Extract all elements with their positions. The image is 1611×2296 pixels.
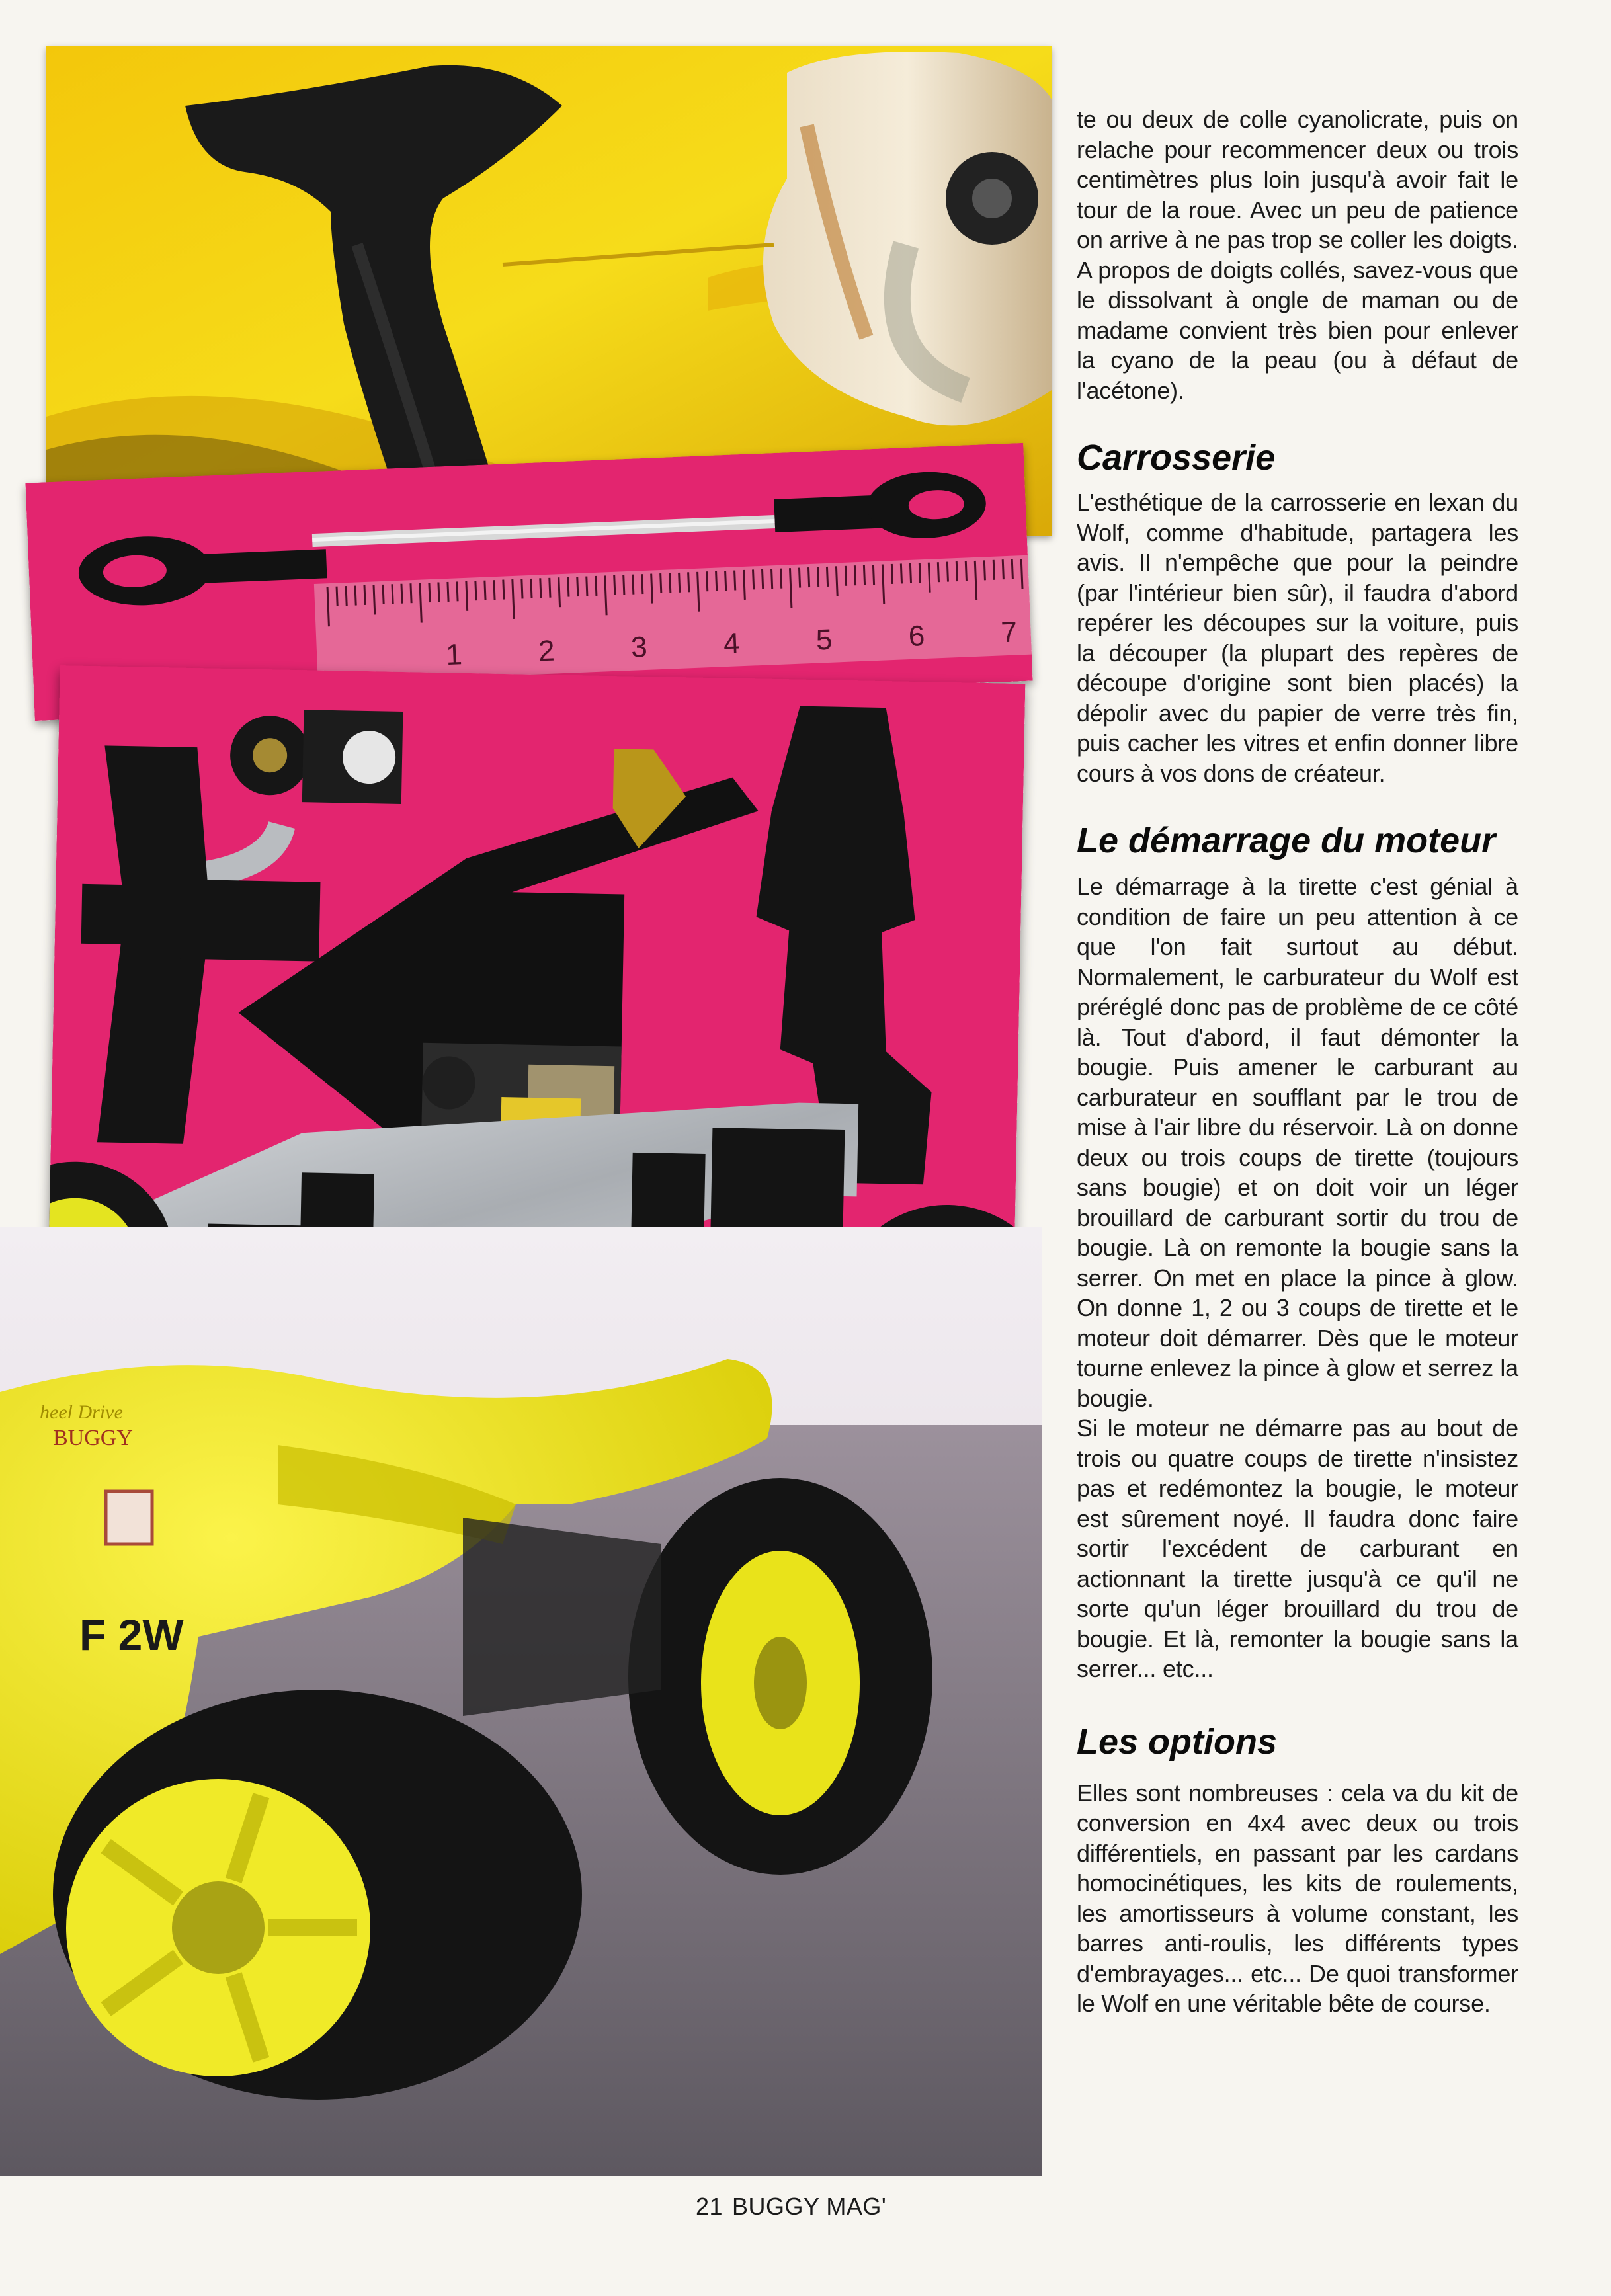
ruler-tick	[577, 577, 578, 596]
ruler-tick	[392, 584, 393, 604]
ruler-tick	[503, 580, 504, 600]
ruler-tick	[1030, 559, 1031, 579]
heading-carrosserie: Carrosserie	[1077, 438, 1276, 477]
ruler-tick	[845, 566, 846, 586]
ruler-tick	[919, 563, 920, 583]
ruler-tick	[1021, 559, 1022, 589]
magazine-name: BUGGY MAG'	[732, 2193, 887, 2220]
carrosserie-paragraph: L'esthétique de la carrosserie en lexan du Wolf, comme d'habitude, partagera les avis. Il n'empêche que pour la peindre (par l'intérieur bien sûr), il faudra d'abord repérer les découpes sur la voiture, puis la découper (la plupart des repères de découpe d'origine sont bien placés) la dépolir avec du papier de verre très fin, puis cacher les vitres et enfin donner libre cours à vos dons de créateur.	[1077, 489, 1518, 787]
ruler-num-7: 7	[1000, 616, 1018, 649]
ruler-tick	[531, 579, 532, 598]
ruler-num-5: 5	[815, 623, 833, 657]
ruler-tick	[559, 577, 560, 607]
front-wheel	[53, 1690, 582, 2100]
ruler-tick	[540, 578, 541, 598]
ruler-tick	[457, 581, 458, 601]
ruler-tick	[817, 567, 818, 587]
decal-side: F 2W	[79, 1610, 184, 1659]
ruler-tick	[744, 570, 745, 600]
ruler-tick	[947, 562, 948, 582]
ruler-tick	[346, 586, 347, 606]
buggy-illustration	[0, 1227, 1042, 2176]
page-footer	[696, 2193, 895, 2221]
options-paragraph: Elles sont nombreuses : cela va du kit de conversion en 4x4 avec deux ou trois différentiels, en passant par les cardans homocinétiques, les kits de roulements, les amortisseurs à volume constant, les barres anti-roulis, les différents types d'embrayages... etc... De quoi transformer le Wolf en une véritable bête de course.	[1077, 1779, 1518, 2017]
article-text-column	[1077, 104, 1518, 2019]
ruler-tick	[466, 581, 468, 611]
ruler-num-6: 6	[907, 620, 926, 653]
ruler-tick	[716, 571, 717, 591]
ruler-num-1: 1	[445, 638, 463, 672]
ruler-tick	[670, 573, 671, 593]
ruler-num-2: 2	[538, 634, 556, 668]
ruler-num-4: 4	[723, 627, 741, 661]
ruler-tick	[956, 561, 957, 581]
ruler-tick	[688, 572, 689, 592]
ruler-tick	[633, 575, 634, 594]
ruler-tick	[596, 576, 597, 596]
ruler-tick	[642, 574, 643, 594]
ruler-tick	[780, 569, 781, 589]
intro-paragraph: te ou deux de colle cyanolicrate, puis on relache pour recommencer deux ou trois centimètres plus loin jusqu'à avoir fait le tour de la roue. Avec un peu de patience on arrive à ne pas trop se coller les doigts. A propos de doigts collés, savez-vous que le dissolvant à ongle de maman ou de madame convient très bien pour enlever la cyano de la peau (ou à défaut de l'acétone).	[1077, 106, 1518, 404]
ruler-tick	[374, 585, 375, 614]
ruler-tick	[873, 565, 874, 585]
page-number: 21	[696, 2193, 723, 2220]
ruler-tick	[753, 569, 754, 589]
ruler-tick	[854, 565, 855, 585]
ruler-tick	[401, 584, 402, 604]
ruler-tick	[568, 577, 569, 597]
ruler-tick	[429, 583, 430, 602]
heading-options: Les options	[1077, 1721, 1278, 1762]
ruler-tick	[494, 580, 495, 600]
ruler-tick	[614, 575, 615, 595]
ruler-tick	[679, 573, 680, 593]
ruler-tick	[836, 566, 837, 596]
decal-heel-drive: heel Drive	[40, 1401, 123, 1423]
heading-demarrage-moteur: Le démarrage du moteur	[1077, 821, 1496, 860]
ruler-tick	[355, 586, 356, 606]
ruler-tick	[475, 581, 476, 600]
ruler-tick	[929, 563, 930, 593]
ruler-tick	[383, 585, 384, 604]
ruler-tick	[993, 560, 994, 580]
demarrage-paragraph-1: Le démarrage à la tirette c'est génial à condition de faire un peu attention à ce que l'on fait surtout au début. Normalement, le carburateur du Wolf est préréglé donc pas de problème de ce côté là. Tout d'abord, il faut démonter la bougie. Puis amener le carburant au carburateur en soufflant par le trou de mise à l'air libre du réservoir. Là on donne deux ou trois coups de tirette (toujours sans bougie) et on doit voir un léger brouillard de carburant sortir du trou de bougie. Là on remonte la bougie sans la serrer. On met en place la pince à glow. On donne 1, 2 ou 3 coups de tirette et le moteur doit démarrer. Dès que le moteur tourne enlevez la pince à glow et serrez la bougie.	[1077, 873, 1518, 1412]
demarrage-paragraph-2: Si le moteur ne démarre pas au bout de trois ou quatre coups de tirette n'insistez pas et redémontez la bougie, le moteur est sûrement noyé. Il faudra donc faire sortir l'excédent de carburant en actionnant la tirette jusqu'à ce qu'il ne sorte qu'un léger brouillard du trou de bougie. Et là, remonter la bougie sans la serrer... etc...	[1077, 1414, 1518, 1682]
ruler-tick	[707, 571, 708, 591]
ruler-tick	[799, 568, 800, 588]
ruler-tick	[438, 583, 439, 602]
ruler-tick	[808, 567, 809, 587]
decal-buggy: BUGGY	[53, 1426, 133, 1450]
ruler-tick	[910, 563, 911, 583]
ruler-num-3: 3	[630, 630, 648, 664]
rear-wheel	[628, 1478, 932, 1875]
ruler-tick	[364, 585, 365, 605]
ruler-tick	[891, 564, 892, 584]
ruler-tick	[725, 571, 726, 591]
ruler-tick	[651, 574, 653, 604]
ruler-tick	[984, 560, 985, 580]
photo-wolf-buggy	[0, 1227, 1042, 2176]
